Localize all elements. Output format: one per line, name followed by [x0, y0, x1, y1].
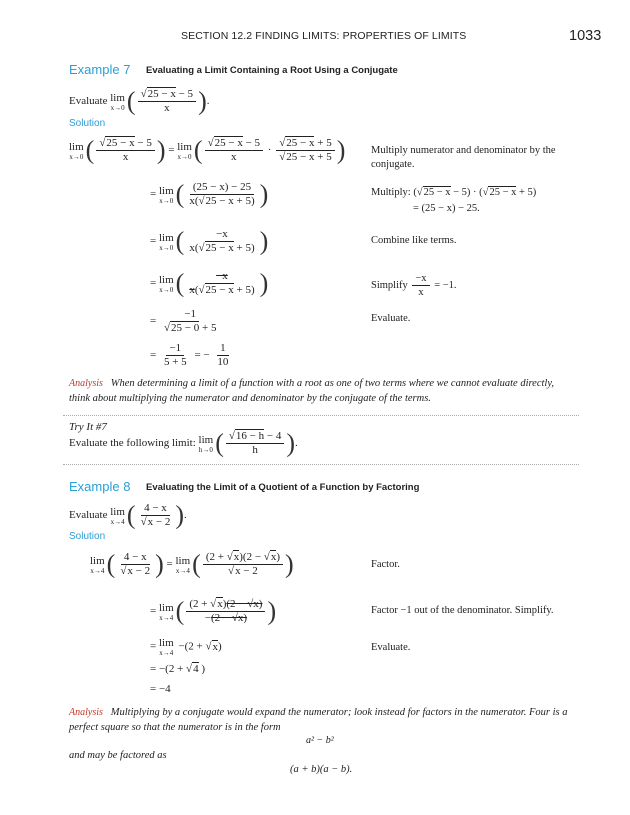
- example-8-solution-label: Solution: [69, 531, 106, 542]
- ex7-note-5: Evaluate.: [371, 313, 411, 324]
- ex8-note-2: Factor −1 out of the denominator. Simplify.: [371, 605, 554, 616]
- ex7-step-6: = $\frac{-1}{5 + 5}$ = − $\frac{1}{10}$: [150, 342, 229, 368]
- ex7-step-4: = lim x→0 ( $\frac{-x}{x(√25 - x + 5)}$ ): [150, 268, 269, 298]
- ex7-step-2: = lim x→0 ( $\frac{(25 - x) - 25}{x(√25 - x + 5)}$ ): [150, 179, 269, 209]
- divider-top: [63, 415, 579, 416]
- divider-bottom: [63, 464, 579, 465]
- ex7-analysis: [69, 376, 554, 406]
- evaluate-label-8: Evaluate: [69, 509, 108, 522]
- example-7-title: Evaluating a Limit Containing a Root Using a Conjugate: [146, 65, 398, 76]
- ex8-step-1: lim x→4 ( $\frac{4 - x}{√x - 2}$ ) = lim x→4 ( $\frac{(2 + √x)(2 - √x)}{√x - 2}$ ): [90, 549, 294, 579]
- form-difference-of-squares: a² − b²: [306, 735, 334, 746]
- try-it-problem: Evaluate the following limit: lim h→0 ( $\frac{√16 - h - 4}{h}$ ).: [69, 428, 298, 458]
- try-it-label: Try It #7: [69, 421, 107, 433]
- ex7-note-2b: = (25 − x) − 25.: [413, 203, 480, 214]
- ex8-step-5: = −4: [150, 683, 171, 695]
- ex8-step-3: = lim x→4 −(2 + √x): [150, 637, 222, 657]
- running-header: SECTION 12.2 FINDING LIMITS: PROPERTIES OF LIMITS: [181, 30, 467, 42]
- example-8-title: Evaluating the Limit of a Quotient of a Function by Factoring: [146, 482, 420, 493]
- ex8-step-2: = lim x→4 ( $\frac{(2 + √x)(2 - √x)}{-(2 - √x)}$ ): [150, 596, 277, 626]
- analysis-label-8: Analysis: [69, 707, 103, 718]
- ex8-note-3: Evaluate.: [371, 642, 411, 653]
- analysis8-line-3: and may be factored as: [69, 750, 167, 761]
- ex7-step-3: = lim x→0 ( $\frac{-x}{x(√25 - x + 5)}$ ): [150, 226, 269, 256]
- analysis8-line-2: perfect square so that the numerator is in the form: [69, 722, 281, 733]
- ex8-note-1: Factor.: [371, 559, 400, 570]
- page-number: 1033: [569, 28, 602, 44]
- ex7-step-5: = $\frac{-1}{√25 - 0 + 5}$: [150, 308, 217, 334]
- ex7-note-1a: Multiply numerator and denominator by the: [371, 145, 556, 156]
- analysis-label: Analysis: [69, 378, 103, 389]
- example-7-solution-label: Solution: [69, 118, 106, 129]
- try-it-text: Evaluate the following limit:: [69, 437, 196, 450]
- ex7-note-1b: conjugate.: [371, 159, 415, 170]
- ex7-note-2: Multiply: (√25 − x − 5) · (√25 − x + 5): [371, 187, 537, 198]
- analysis-line-1: When determining a limit of a function with a root as one of two terms where we cannot evaluate directly,: [110, 378, 555, 389]
- example-7-label: Example 7: [69, 62, 131, 77]
- analysis8-line-1: Multiplying by a conjugate would expand the numerator; look instead for factors in the numerator. Four is a: [110, 707, 568, 718]
- example-8-problem: Evaluate lim x→4 ( $\frac{4 - x}{√x - 2}$ ).: [69, 500, 187, 530]
- ex7-step-1: lim x→0 ( $\frac{√25 - x - 5}{x}$ ) = lim x→0 ( $\frac{√25 - x - 5}{x}$ · $\frac{√25 - x + 5}{√25 - x + 5}$ ): [69, 135, 346, 165]
- ex8-step-4: = −(2 + √4 ): [150, 663, 205, 675]
- ex7-note-3: Combine like terms.: [371, 235, 457, 246]
- analysis-line-2: think about multiplying the numerator and denominator by the conjugate of the terms.: [69, 393, 431, 404]
- example-7-problem: Evaluate lim x→0 ( $\frac{√25 - x - 5}{x}$ ).: [69, 86, 210, 116]
- evaluate-label: Evaluate: [69, 95, 108, 108]
- ex7-note-4: Simplify $\frac{-x}{x}$ = −1.: [371, 273, 457, 298]
- simplify-label: Simplify: [371, 279, 408, 291]
- multiply-label: Multiply:: [371, 187, 411, 198]
- ex8-analysis: [69, 705, 567, 735]
- form-factored: (a + b)(a − b).: [290, 764, 353, 775]
- example-8-label: Example 8: [69, 479, 131, 494]
